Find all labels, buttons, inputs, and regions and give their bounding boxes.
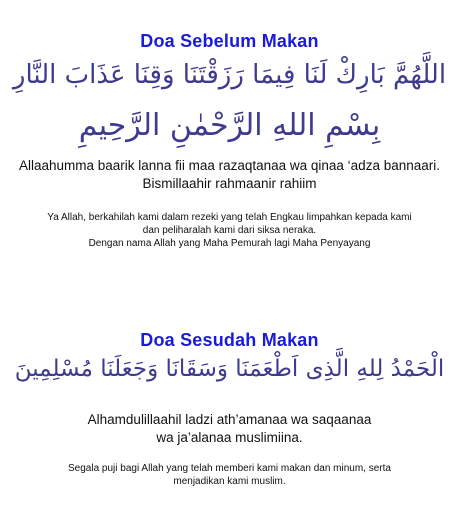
before-meal-meaning: [0, 211, 459, 250]
after-meal-arabic-line-1: الْحَمْدُ لِلهِ الَّذِى اَطْعَمَنَا وَسَقَانَا وَجَعَلَنَا مُسْلِمِينَ: [14, 356, 445, 382]
meaning-line: dan peliharalah kami dari siksa neraka.: [142, 225, 317, 236]
after-meal-transliteration: [0, 411, 459, 447]
before-meal-title: Doa Sebelum Makan: [140, 31, 319, 51]
meaning-line: menjadikan kami muslim.: [173, 476, 286, 487]
transliteration-line: Bismillaahir rahmaanir rahiim: [142, 176, 317, 191]
before-meal-arabic-line-1: اللَّهُمَّ بَارِكْ لَنَا فِيمَا رَزَقْتَنَا وَقِنَا عَذَابَ النَّارِ: [12, 60, 447, 90]
meaning-line: Segala puji bagi Allah yang telah memberi kami makan dan minum, serta: [68, 463, 391, 474]
meaning-line: Ya Allah, berkahilah kami dalam rezeki yang telah Engkau limpahkan kepada kami: [47, 212, 412, 223]
transliteration-line: Allaahumma baarik lanna fii maa razaqtanaa wa qinaa ‘adza bannaari.: [18, 158, 440, 173]
before-meal-transliteration: [0, 157, 459, 193]
after-meal-title: Doa Sesudah Makan: [140, 330, 319, 350]
after-meal-meaning: [0, 462, 459, 488]
transliteration-line: Alhamdulillaahil ladzi ath’amanaa wa saqaanaa: [87, 412, 372, 427]
transliteration-line: wa ja’alanaa muslimiina.: [156, 430, 303, 445]
meaning-line: Dengan nama Allah yang Maha Pemurah lagi Maha Penyayang: [88, 238, 371, 249]
before-meal-arabic-line-2: بِسْمِ اللهِ الرَّحْمٰنِ الرَّحِيمِ: [78, 108, 381, 143]
